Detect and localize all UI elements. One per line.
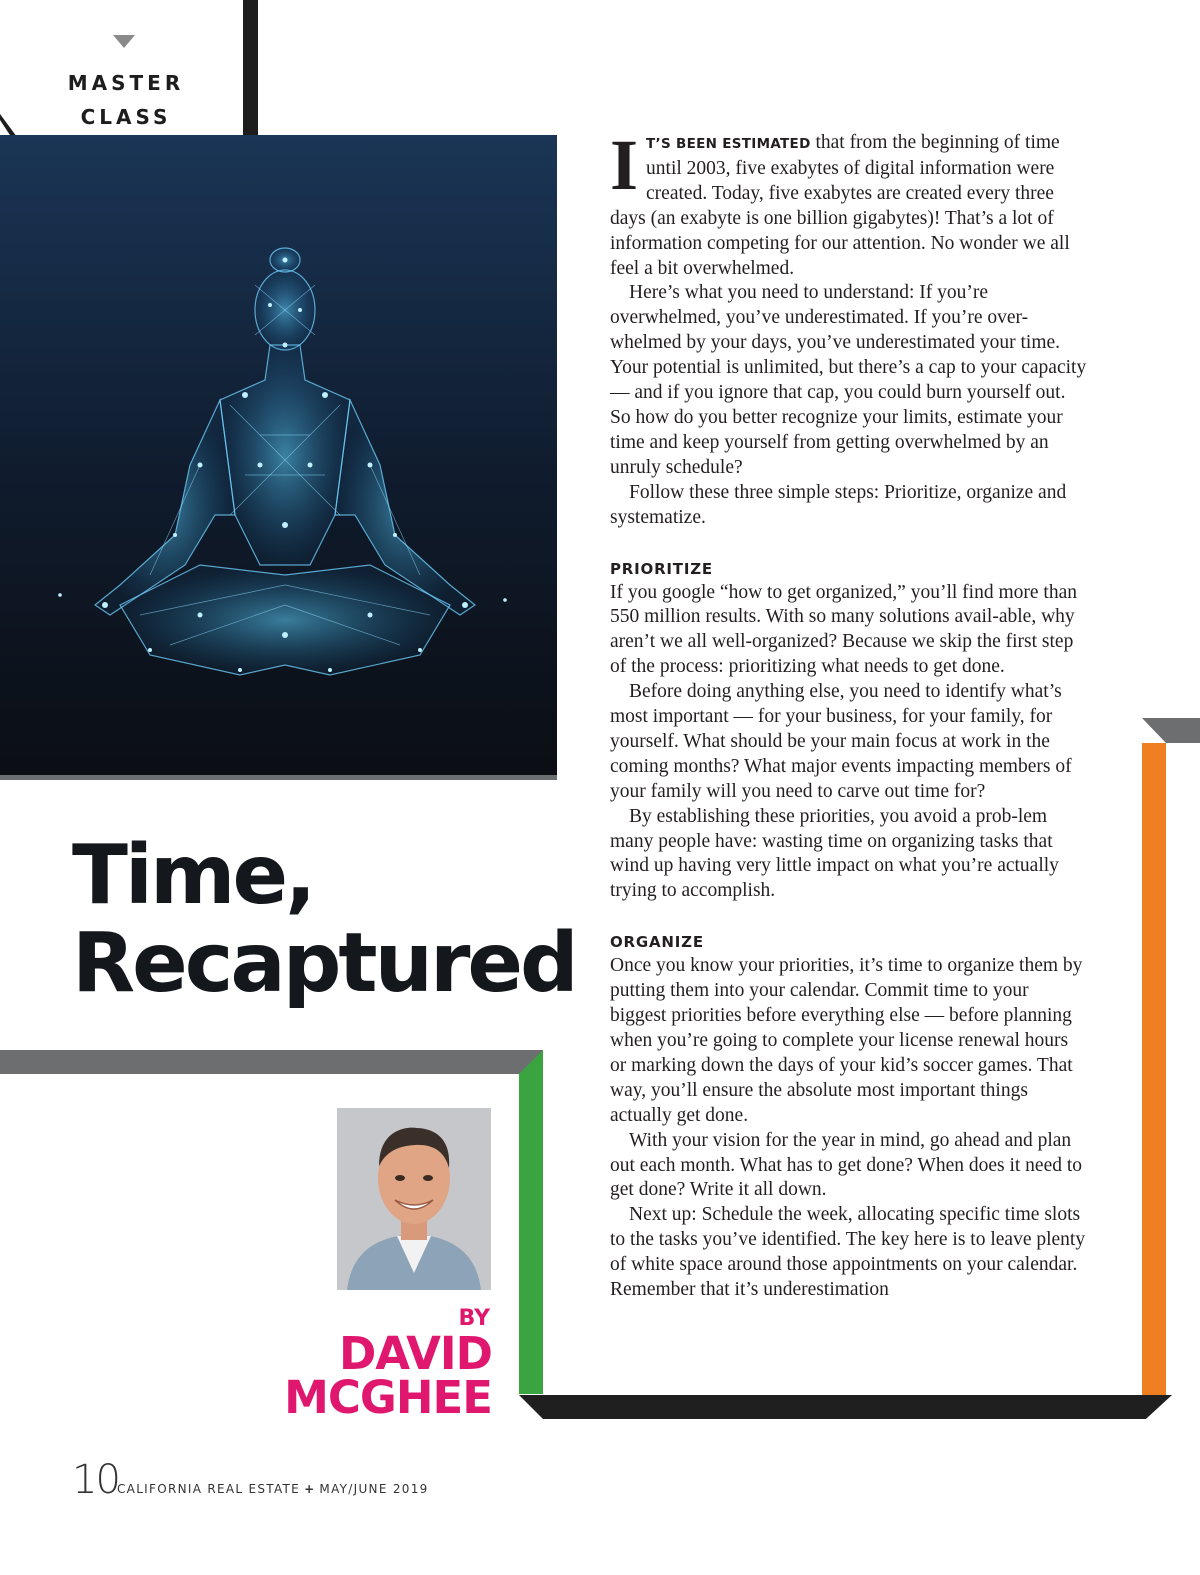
hero-meditation-image <box>0 135 557 780</box>
lead-in: T’S BEEN ESTIMATED <box>646 136 811 152</box>
intro-text: that from the beginning of time until 2003, five exabytes of digital information were created. Today, five exabytes are created every three days (an exabyte is one billion gigabytes)! That’s a lot of information competing for our attention. No wonder we all feel a bit overwhelmed. <box>610 132 1070 279</box>
intro-paragraph <box>610 125 1088 281</box>
section-heading-prioritize: PRIORITIZE <box>610 559 713 578</box>
frame-bar-orange <box>1142 743 1166 1395</box>
issue-date: MAY/JUNE 2019 <box>319 1482 429 1496</box>
body-paragraph: If you google “how to get organized,” you’ll find more than 550 million results. With so many solutions avail-able, why aren’t we all well-organized? Because we skip the first step of the process: prioritizing what needs to get done. <box>610 581 1077 678</box>
section-heading-organize: ORGANIZE <box>610 933 704 952</box>
article-headline <box>72 828 576 1011</box>
page-number: 10 <box>72 1457 119 1503</box>
frame-bar-green <box>519 1074 543 1394</box>
footer-separator: + <box>304 1482 316 1496</box>
article-body <box>610 125 1088 1303</box>
byline-author-name <box>240 1327 492 1424</box>
body-paragraph: Follow these three simple steps: Prioritize, organize and systematize. <box>610 481 1067 528</box>
body-paragraph: Before doing anything else, you need to identify what’s most important — for your business, for your family, for yourself. What should be your main focus at work in the coming months? What major events impacting members of your family will you need to carve out time for? <box>610 681 1072 802</box>
author-last-name: MCGHEE <box>284 1371 492 1424</box>
headline-line2: Recaptured <box>72 916 576 1011</box>
body-paragraph: Here’s what you need to understand: If you’re overwhelmed, you’ve underestimated. If you’re over-whelmed by your days, you’ve underestimated your time. Your potential is unlimited, but there’s a cap to your capacity — and if you ignore that cap, you could burn yourself out. So how do you better recognize your limits, estimate your time and keep yourself from getting overwhelmed by an unruly schedule? <box>610 282 1087 478</box>
author-photo <box>337 1108 491 1290</box>
author-first-name: DAVID <box>338 1327 492 1380</box>
section-marker-icon <box>113 35 135 48</box>
body-paragraph: With your vision for the year in mind, go ahead and plan out each month. What has to get done? When does it need to get done? Write it all down. <box>610 1129 1083 1201</box>
section-label-line1: MASTER <box>67 71 185 95</box>
publication-name: CALIFORNIA REAL ESTATE <box>117 1482 301 1496</box>
section-label-line2: CLASS <box>80 105 172 129</box>
body-paragraph: By establishing these priorities, you avoid a prob-lem many people have: wasting time on organizing tasks that wind up having very little impact on what you’re actually trying to accomplish. <box>610 805 1059 902</box>
body-paragraph: Next up: Schedule the week, allocating specific time slots to the tasks you’ve identified. The key here is to leave plenty of white space around those appointments on your calendar. Remember that it’s underestimation <box>610 1204 1086 1301</box>
frame-bar-gray-left <box>0 1050 543 1074</box>
body-paragraph: Once you know your priorities, it’s time to organize them by putting them into your calendar. Commit time to your biggest priorities before everything else — before planning when you’re going to complete your license renewal hours or marking down the days of your kid’s soccer games. That way, you’ll ensure the absolute most important things actually get done. <box>610 955 1083 1126</box>
footer-publication <box>117 1482 429 1496</box>
headline-line1: Time, <box>72 828 314 923</box>
section-label <box>62 66 190 134</box>
frame-bar-gray-right <box>1142 718 1200 743</box>
drop-cap: I <box>610 125 639 205</box>
frame-bar-black <box>519 1395 1172 1419</box>
byline-by: BY <box>458 1306 490 1331</box>
